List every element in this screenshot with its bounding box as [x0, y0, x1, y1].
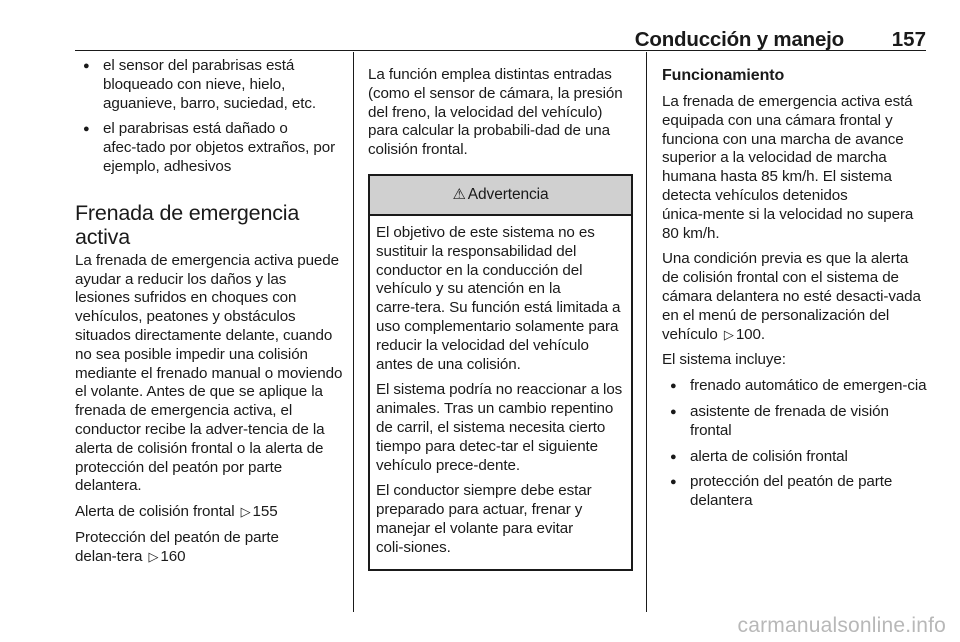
list-intro: El sistema incluye: — [662, 351, 786, 369]
warning-paragraph: El sistema podría no reaccionar a los animales. Tras un cambio repentino de carril, el sistema necesita cierto tiempo para detec‑tar el siguiente vehículo prece‑dente. — [376, 381, 623, 474]
column-divider-1 — [353, 52, 354, 612]
body-paragraph: La frenada de emergencia activa está equipada con una cámara frontal y funciona con una marcha de avance superior a la velocidad de marcha humana hasta 85 km/h. El sistema detecta vehículos detenidos única‑mente si la velocidad no supera 80 km/h. — [662, 93, 914, 242]
body-paragraph — [662, 250, 928, 344]
reference-page: 155 — [252, 503, 278, 521]
intro-paragraph: La función emplea distintas entradas (como el sensor de cámara, la presión del freno, la velocidad del vehículo) para calcular la probabili‑dad de una colisión frontal. — [368, 66, 623, 159]
warning-title: Advertencia — [467, 185, 549, 203]
page-number: 157 — [891, 28, 926, 51]
reference-text: Alerta de colisión frontal — [75, 503, 235, 521]
reference-page: 100. — [735, 325, 765, 343]
cross-reference — [75, 503, 343, 522]
column-divider-2 — [646, 52, 647, 612]
page-reference-arrow-icon: ▷ — [148, 548, 159, 564]
reference-page: 160 — [160, 547, 186, 565]
reference-text: Protección del peatón de parte delan‑tera — [75, 528, 279, 565]
header-section-title: Conducción y manejo — [634, 28, 844, 51]
list-item: ● alerta de colisión frontal — [662, 448, 928, 467]
column-2 — [368, 66, 633, 571]
warning-paragraph: El conductor siempre debe estar preparado para actuar, frenar y manejar el volante para evitar coli‑siones. — [376, 482, 592, 556]
paragraph-text: Una condición previa es que la alerta de colisión frontal con el sistema de cámara delantera no esté desacti‑vada en el menú de personalización del vehículo — [662, 250, 921, 343]
section-heading: Frenada de emergencia activa — [75, 200, 300, 249]
warning-body — [370, 216, 631, 569]
column-3 — [662, 64, 928, 518]
warning-box — [368, 174, 633, 571]
list-item: ● protección del peatón de parte delantera — [662, 473, 928, 511]
page-reference-arrow-icon: ▷ — [240, 504, 251, 520]
list-item: ● el parabrisas está dañado o afec‑tado por objetos extraños, por ejemplo, adhesivos — [75, 120, 343, 176]
bullet-list-conditions — [75, 57, 343, 177]
list-item: ● frenado automático de emergen‑cia — [662, 377, 928, 396]
watermark-text: carmanualsonline.info — [737, 614, 946, 637]
subsection-heading: Funcionamiento — [662, 67, 785, 84]
bullet-list-system — [662, 377, 928, 511]
warning-paragraph: El objetivo de este sistema no es sustituir la responsabilidad del conductor en la conducción del vehículo y su atención en la carre‑tera. Su función está limitada a uso complementario solamente para reducir la velocidad del vehículo antes de una colisión. — [376, 223, 621, 373]
list-item: ● asistente de frenada de visión frontal — [662, 403, 928, 441]
page-header — [75, 26, 926, 51]
cross-reference — [75, 529, 343, 567]
warning-header — [370, 176, 631, 216]
column-1 — [75, 57, 343, 574]
body-paragraph: La frenada de emergencia activa puede ayudar a reducir los daños y las lesiones sufridos en choques con vehículos, peatones y obstáculos situados directamente delante, cuando no sea posible impedir una colisión mediante el frenado manual o moviendo el volante. Antes de que se aplique la frenada de emergencia activa, el conductor recibe la adver‑tencia de la alerta de colisión frontal o la alerta de protección del peatón por parte delantera. — [75, 251, 343, 495]
page-reference-arrow-icon: ▷ — [723, 326, 734, 342]
list-item: ● el sensor del parabrisas está bloqueado con nieve, hielo, aguanieve, barro, suciedad, etc. — [75, 57, 343, 113]
warning-triangle-icon: ⚠ — [452, 185, 466, 203]
